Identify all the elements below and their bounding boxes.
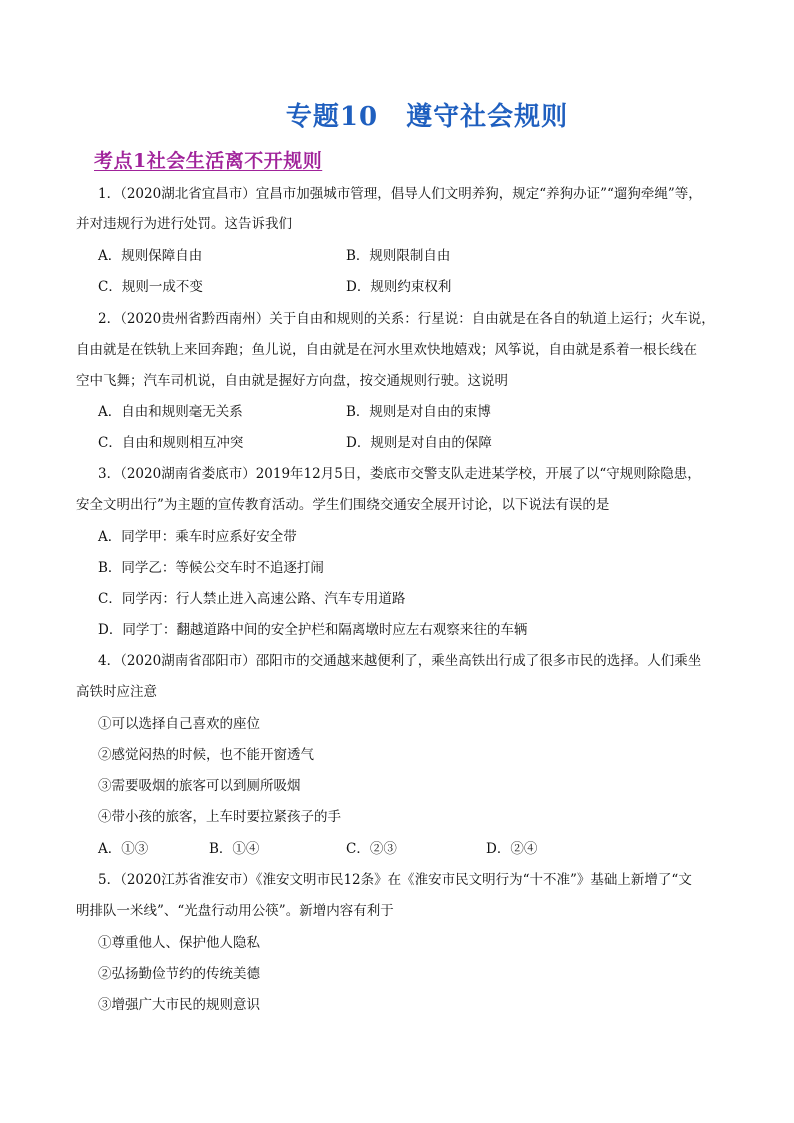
q5-item-3: ③增强广大市民的规则意识 xyxy=(98,997,260,1013)
q1-option-d: D．规则约束权利 xyxy=(346,279,452,295)
q4-stem-line-1: 4．（2020湖南省邵阳市）邵阳市的交通越来越便利了，乘坐高铁出行成了很多市民的选择。人们乘坐 xyxy=(98,653,702,669)
q4-option-c: C．②③ xyxy=(346,841,397,857)
q5-stem-line-1: 5．（2020江苏省淮安市）《淮安文明市民12条》在《淮安市民文明行为“十不准”》基础上新增了“文 xyxy=(98,872,692,888)
q5-stem-line-2: 明排队一米线”、“光盘行动用公筷”。新增内容有利于 xyxy=(76,903,394,919)
q4-item-2: ②感觉闷热的时候，也不能开窗透气 xyxy=(98,747,314,763)
title-topic-name: 遵守社会规则 xyxy=(406,102,569,132)
q1-stem-line-2: 并对违规行为进行处罚。这告诉我们 xyxy=(76,216,292,232)
q3-stem-line-1: 3．（2020湖南省娄底市）2019年12月5日，娄底市交警支队走进某学校，开展了以“守规则除隐患， xyxy=(98,466,701,482)
q1-stem-line-1: 1．（2020湖北省宜昌市）宜昌市加强城市管理，倡导人们文明养狗，规定“养狗办证”“遛狗牵绳”等， xyxy=(98,186,702,202)
q2-stem-line-1: 2．（2020贵州省黔西南州）关于自由和规则的关系：行星说：自由就是在各自的轨道上运行；火车说， xyxy=(98,311,715,327)
q4-item-1: ①可以选择自己喜欢的座位 xyxy=(98,716,260,732)
q3-option-b: B．同学乙：等候公交车时不追逐打闹 xyxy=(98,560,324,576)
q4-option-d: D．②④ xyxy=(486,841,538,857)
q1-option-c: C．规则一成不变 xyxy=(98,279,203,295)
q5-item-1: ①尊重他人、保护他人隐私 xyxy=(98,935,260,951)
q2-option-c: C．自由和规则相互冲突 xyxy=(98,435,244,451)
q3-option-d: D．同学丁：翻越道路中间的安全护栏和隔离墩时应左右观察来往的车辆 xyxy=(98,622,528,638)
q4-option-a: A．①③ xyxy=(98,841,149,857)
q2-option-a: A．自由和规则毫无关系 xyxy=(98,404,243,420)
q2-option-d: D．规则是对自由的保障 xyxy=(346,435,492,451)
q1-option-a: A．规则保障自由 xyxy=(98,248,203,264)
q2-option-b: B．规则是对自由的束博 xyxy=(346,404,491,420)
q4-option-b: B．①④ xyxy=(209,841,260,857)
q1-option-b: B．规则限制自由 xyxy=(346,248,451,264)
q5-item-2: ②弘扬勤俭节约的传统美德 xyxy=(98,966,260,982)
q3-option-a: A．同学甲：乘车时应系好安全带 xyxy=(98,529,297,545)
q3-option-c: C．同学丙：行人禁止进入高速公路、汽车专用道路 xyxy=(98,591,406,607)
q4-item-4: ④带小孩的旅客，上车时要拉紧孩子的手 xyxy=(98,809,341,825)
section-heading: 考点1社会生活离不开规则 xyxy=(94,150,323,172)
q2-stem-line-3: 空中飞舞；汽车司机说，自由就是握好方向盘，按交通规则行驶。这说明 xyxy=(76,373,508,389)
q3-stem-line-2: 安全文明出行”为主题的宣传教育活动。学生们围绕交通安全展开讨论，以下说法有误的是 xyxy=(76,497,610,513)
q4-item-3: ③需要吸烟的旅客可以到厕所吸烟 xyxy=(98,778,301,794)
title-topic-number: 专题10 xyxy=(285,102,379,132)
page-title xyxy=(0,96,794,133)
q2-stem-line-2: 自由就是在铁轨上来回奔跑；鱼儿说，自由就是在河水里欢快地嬉戏；风筝说，自由就是系着一根长线在 xyxy=(76,342,697,358)
q4-stem-line-2: 高铁时应注意 xyxy=(76,684,157,700)
